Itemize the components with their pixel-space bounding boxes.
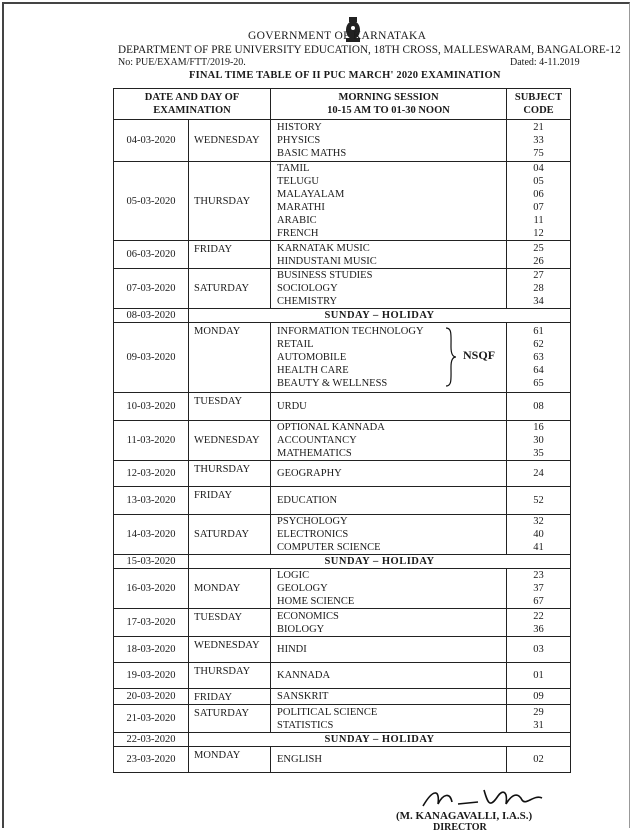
subjects-cell [271,162,507,241]
subject-name: ACCOUNTANCY [277,435,357,446]
table-row [114,162,571,241]
exam-date: 04-03-2020 [114,120,189,162]
subject-code: 41 [533,542,544,553]
exam-day: WEDNESDAY [189,637,271,663]
subject-code: 21 [533,122,544,133]
exam-day: THURSDAY [189,461,271,487]
subject-code: 32 [533,516,544,527]
subject-name: COMPUTER SCIENCE [277,542,381,553]
exam-day: MONDAY [189,569,271,609]
subject-code: 31 [533,719,544,731]
table-row [114,487,571,515]
subject-code: 01 [533,670,544,681]
table-row [114,421,571,461]
exam-day: WEDNESDAY [189,421,271,461]
holiday-label: SUNDAY – HOLIDAY [189,733,571,747]
table-row [114,705,571,733]
exam-date: 11-03-2020 [114,421,189,461]
subjects-cell [271,241,507,269]
subject-code: 28 [533,283,544,294]
holiday-row [114,309,571,323]
subject-name: HOME SCIENCE [277,596,355,607]
codes-cell [507,461,571,487]
subjects-cell [271,393,507,421]
subject-code: 06 [533,189,544,200]
subject-code: 63 [533,352,544,363]
exam-day: MONDAY [189,323,271,393]
exam-day: THURSDAY [189,663,271,689]
exam-date: 05-03-2020 [114,162,189,241]
session-time: 10-15 AM TO 01-30 NOON [327,105,450,116]
department-address: DEPARTMENT OF PRE UNIVERSITY EDUCATION, 18TH CROSS, MALLESWARAM, BANGALORE-12 [118,44,621,56]
subject-name: PSYCHOLOGY [277,516,348,527]
government-heading: GOVERNMENT OF KARNATAKA [248,30,427,42]
signatory-name: (M. KANAGAVALLI, I.A.S.) [396,810,533,822]
exam-date: 16-03-2020 [114,569,189,609]
table-row [114,120,571,162]
exam-date: 23-03-2020 [114,747,189,773]
subjects-cell [271,609,507,637]
subject-code: 26 [533,255,544,267]
codes-cell [507,609,571,637]
date-issued: Dated: 4-11.2019 [510,57,580,68]
codes-cell [507,120,571,162]
subject-code: 62 [533,339,544,350]
subjects-cell [271,323,507,393]
subject-name: BEAUTY & WELLNESS [277,378,388,389]
subject-name: HEALTH CARE [277,365,349,376]
subject-name: KANNADA [277,670,331,681]
subject-name: TAMIL [277,163,310,174]
table-row [114,569,571,609]
subject-name: MATHEMATICS [277,448,352,459]
subjects-cell [271,637,507,663]
subjects-cell [271,689,507,705]
exam-date: 14-03-2020 [114,515,189,555]
subject-name: STATISTICS [277,719,334,731]
table-row [114,241,571,269]
codes-cell [507,162,571,241]
exam-date: 07-03-2020 [114,269,189,309]
table-row [114,461,571,487]
signatory-designation: DIRECTOR [433,822,487,833]
table-row [114,269,571,309]
subject-code: 16 [533,422,544,433]
subject-code: 04 [533,163,544,174]
exam-date: 10-03-2020 [114,393,189,421]
subject-name: BIOLOGY [277,623,325,635]
subject-name: OPTIONAL KANNADA [277,422,385,433]
subject-name: HINDUSTANI MUSIC [277,255,377,267]
exam-day: SATURDAY [189,705,271,733]
subject-code: 07 [533,202,544,213]
subject-code: 05 [533,176,544,187]
subjects-cell [271,515,507,555]
subject-code: 35 [533,448,544,459]
subject-code: 08 [533,401,544,412]
subject-name: MALAYALAM [277,189,345,200]
exam-day: FRIDAY [189,487,271,515]
exam-date: 20-03-2020 [114,689,189,705]
exam-date: 21-03-2020 [114,705,189,733]
exam-day: WEDNESDAY [189,120,271,162]
timetable [113,88,571,773]
exam-date: 08-03-2020 [114,309,189,323]
subject-code: 33 [533,135,544,146]
subject-code: 27 [533,270,544,281]
subject-name: BUSINESS STUDIES [277,270,373,281]
codes-cell [507,241,571,269]
subject-name: MARATHI [277,202,325,213]
subject-code: 22 [533,610,544,622]
subject-name: BASIC MATHS [277,148,347,159]
table-row [114,609,571,637]
subject-name: GEOLOGY [277,583,328,594]
timetable-body [114,120,571,773]
session-label: MORNING SESSION [338,92,439,103]
subject-code: 61 [533,326,544,337]
exam-day: TUESDAY [189,393,271,421]
subject-code: 23 [533,570,544,581]
exam-date: 17-03-2020 [114,609,189,637]
exam-date: 12-03-2020 [114,461,189,487]
exam-date: 06-03-2020 [114,241,189,269]
subject-name: ENGLISH [277,754,322,765]
codes-cell [507,393,571,421]
holiday-label: SUNDAY – HOLIDAY [189,555,571,569]
subject-code: 25 [533,242,544,254]
codes-cell [507,487,571,515]
exam-date: 15-03-2020 [114,555,189,569]
exam-day: FRIDAY [189,241,271,269]
exam-day: THURSDAY [189,162,271,241]
codes-cell [507,637,571,663]
subject-name: EDUCATION [277,495,338,506]
subject-code: 65 [533,378,544,389]
subject-name: FRENCH [277,228,319,239]
codes-cell [507,663,571,689]
table-row [114,747,571,773]
subject-name: AUTOMOBILE [277,352,347,363]
subjects-cell [271,663,507,689]
subject-code: 29 [533,706,544,718]
subject-name: CHEMISTRY [277,296,338,307]
subject-code: 37 [533,583,544,594]
subject-name: TELUGU [277,176,320,187]
subject-name: SANSKRIT [277,691,329,702]
codes-cell [507,515,571,555]
curly-brace-icon [445,327,457,387]
subject-name: SOCIOLOGY [277,283,338,294]
table-row [114,393,571,421]
subject-name: RETAIL [277,339,314,350]
codes-cell [507,421,571,461]
subjects-cell [271,705,507,733]
subject-code: 64 [533,365,544,376]
codes-cell [507,269,571,309]
document-title: FINAL TIME TABLE OF II PUC MARCH' 2020 EXAMINATION [189,70,501,81]
subject-name: HINDI [277,644,307,655]
subject-name: KARNATAK MUSIC [277,242,370,254]
subjects-cell [271,461,507,487]
subject-code: 11 [533,215,544,226]
subject-name: HISTORY [277,122,322,133]
holiday-row [114,555,571,569]
subjects-cell [271,487,507,515]
exam-date: 13-03-2020 [114,487,189,515]
exam-day: MONDAY [189,747,271,773]
subject-name: URDU [277,401,307,412]
exam-day: SATURDAY [189,515,271,555]
exam-date: 09-03-2020 [114,323,189,393]
exam-date: 18-03-2020 [114,637,189,663]
subject-name: ARABIC [277,215,317,226]
subject-code: 02 [533,754,544,765]
subject-name: PHYSICS [277,135,321,146]
subject-code: 36 [533,623,544,635]
table-header-row [114,89,571,120]
table-row [114,323,571,393]
subject-name: ELECTRONICS [277,529,349,540]
codes-cell [507,689,571,705]
subject-name: LOGIC [277,570,310,581]
table-row [114,663,571,689]
subjects-cell [271,569,507,609]
subject-code: 40 [533,529,544,540]
code-header: SUBJECT CODE [507,89,571,120]
subjects-cell [271,120,507,162]
codes-cell [507,323,571,393]
subject-code: 75 [533,148,544,159]
subject-name: INFORMATION TECHNOLOGY [277,326,424,337]
session-header [271,89,507,120]
subject-name: GEOGRAPHY [277,468,342,479]
subject-code: 30 [533,435,544,446]
subject-code: 12 [533,228,544,239]
subjects-cell [271,747,507,773]
subject-code: 67 [533,596,544,607]
table-row [114,637,571,663]
table-row [114,689,571,705]
subject-code: 09 [533,691,544,702]
table-row [114,515,571,555]
subjects-cell [271,269,507,309]
exam-day: SATURDAY [189,269,271,309]
subject-code: 34 [533,296,544,307]
subject-code: 52 [533,495,544,506]
subject-code: 03 [533,644,544,655]
codes-cell [507,569,571,609]
holiday-row [114,733,571,747]
exam-day: TUESDAY [189,609,271,637]
codes-cell [507,747,571,773]
subject-name: ECONOMICS [277,610,339,622]
holiday-label: SUNDAY – HOLIDAY [189,309,571,323]
subject-code: 24 [533,468,544,479]
subjects-cell [271,421,507,461]
codes-cell [507,705,571,733]
exam-date: 19-03-2020 [114,663,189,689]
exam-day: FRIDAY [189,689,271,705]
nsqf-group-label: NSQF [463,348,496,362]
exam-date: 22-03-2020 [114,733,189,747]
subject-name: POLITICAL SCIENCE [277,706,378,718]
reference-number: No: PUE/EXAM/FTT/2019-20. [118,57,246,68]
date-day-header: DATE AND DAY OF EXAMINATION [114,89,271,120]
